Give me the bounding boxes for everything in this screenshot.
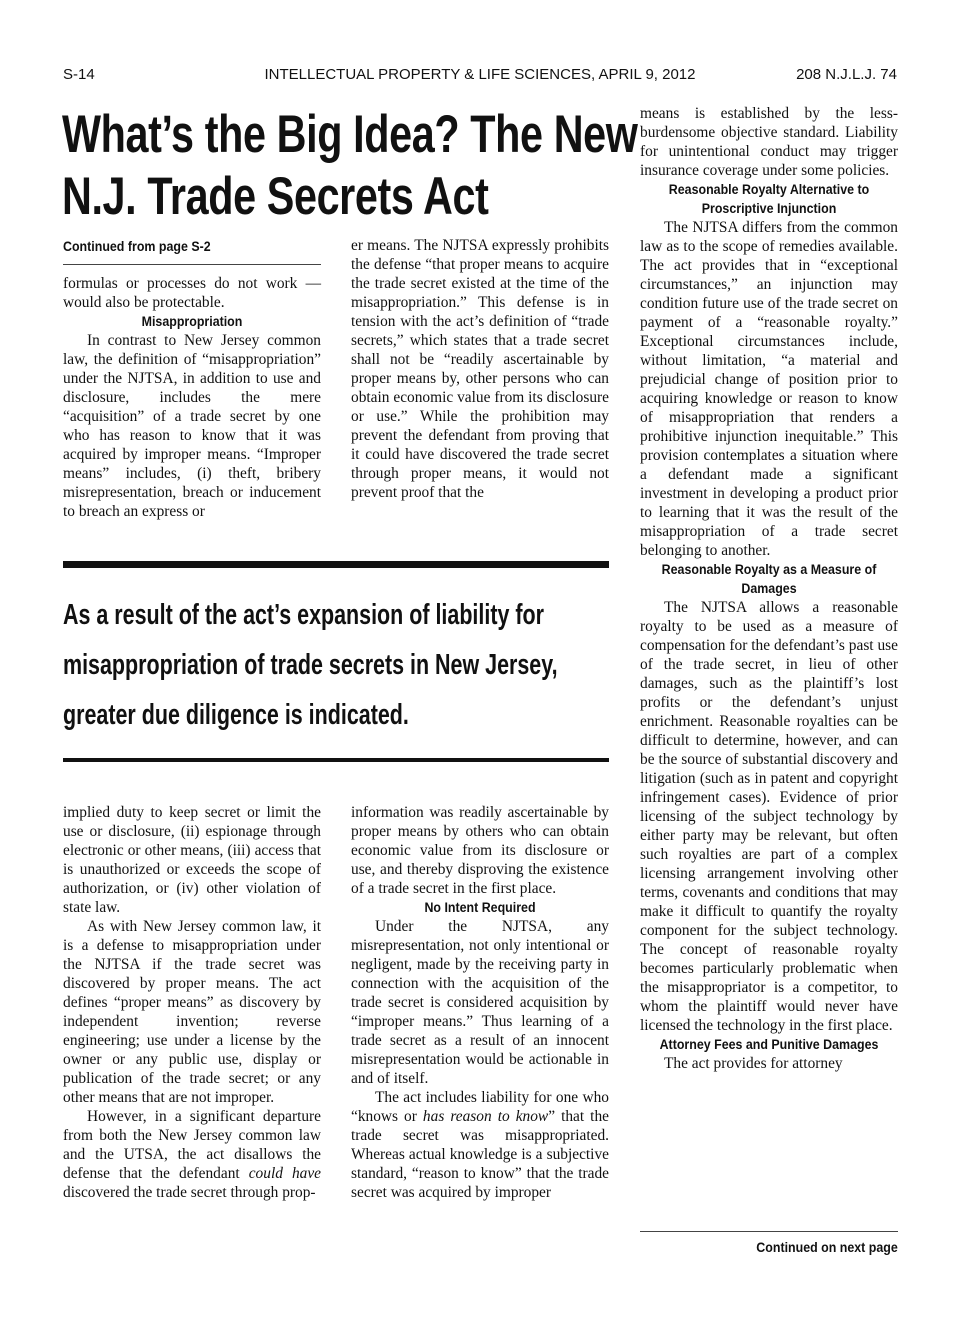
paragraph: information was readily ascertainable by proper means by others who can obtain economic value from its disclosure or use, and thereby disproving the existence of a trade secret in the first place. <box>351 804 609 897</box>
paragraph <box>63 1107 321 1202</box>
paragraph: In contrast to New Jersey common law, the definition of “misappropriation” under the NJTSA, in addition to use and disclosure, includes the mere “acquisition” of a trade secret by one who has reason to know that it was acquired by improper means. “Improper means” includes, (i) theft, bribery misrepresentation, breach or inducement to breach an express or <box>63 332 321 520</box>
paragraph: formulas or processes do not work — would also be protectable. <box>63 275 321 311</box>
paragraph: er means. The NJTSA expressly prohibits the defense “that proper means to acquire the trade secret existed at the time of the misappropriation.” This defense is in tension with the act’s definition of “trade secrets,” which states that a trade secret shall not be “readily ascertainable by proper means by, other persons who can obtain economic value from its disclosure or use.” While the prohibition may prevent the defendant from proving that it could have discovered the trade secret through proper means, it would not prevent proof that the <box>351 237 609 501</box>
running-header <box>63 66 897 86</box>
paragraph <box>351 1088 609 1202</box>
column-3 <box>640 104 898 1073</box>
continued-next <box>640 1238 898 1257</box>
article-headline <box>62 104 638 228</box>
subhead-misappropriation: Misappropriation <box>141 314 243 329</box>
emphasis: could have <box>248 1165 322 1182</box>
divider <box>63 264 321 265</box>
citation: 208 N.J.L.J. 74 <box>796 66 897 83</box>
page-number: S-14 <box>63 66 95 83</box>
paragraph: The NJTSA differs from the common law as to the scope of remedies available. The act provides that in “exceptional circumstances,” an injunction may condition future use of the trade secret on payment of a “reasonable royalty.” Exceptional circumstances include, without limitation, “a material and prejudicial change of position prior to acquiring knowledge or reason to know of misappropriation that renders a prohibitive injunction inequitable.” This provision contemplates a situation where a defendant made a significant investment in developing a product prior to learning that it was the result of the misappropriation of a trade secret belonging to another. <box>640 219 898 559</box>
pull-quote-top-rule <box>63 561 609 568</box>
emphasis: has reason to know <box>422 1108 549 1125</box>
text-run: However, in a significant departure from both the New Jersey common law and the UTSA, the act disallows the defense that the defendant <box>63 1108 321 1182</box>
paragraph: Under the NJTSA, any misrepresentation, not only intentional or negligent, made by the receiving party in connection with the acquisition of the trade secret is considered acquisition by “improper means.” Thus learning of a trade secret as a result of an innocent misrepresentation would be actionable in and of itself. <box>351 918 609 1087</box>
paragraph: The NJTSA allows a reasonable royalty to be used as a measure of compensation for the defendant’s past use of the trade secret, in lieu of other damages, such as the plaintiff’s lost profits or the defendant’s unjust enrichment. Reasonable royalties can be difficult to determine, however, and can be the source of substantial discovery and litigation (such as in patent and copyright infringement cases). Evidence of prior licensing of the subject technology by either party may be relevant, but often such royalties are part of a complex licensing arrangement involving other terms, covenants and conditions that may make it difficult to quantify the royalty component for the subject technology. The concept of reasonable royalty becomes particularly problematic when the misappropriator is a competitor, to whom the plaintiff would never have licensed the technology in the first place. <box>640 599 898 1034</box>
column-5 <box>351 803 609 1202</box>
column-4 <box>63 803 321 1202</box>
paragraph: The act provides for attorney <box>664 1055 843 1072</box>
column-2 <box>351 236 609 502</box>
paragraph: As with New Jersey common law, it is a defense to misappropriation under the NJTSA if the trade secret was discovered by proper means. The act defines “proper means” as discovery by independent invention; reverse engineering; use under a license by the owner or any public use, display or publication of the trade secret; or any other means that are not improper. <box>63 918 321 1106</box>
headline-line-1: What’s the Big Idea? The New <box>62 105 638 164</box>
column-1 <box>63 274 321 521</box>
pull-quote-line-2: misappropriation of trade secrets in New Jersey, <box>63 649 558 681</box>
headline-line-2: N.J. Trade Secrets Act <box>62 167 489 226</box>
text-run: The act includes liability for one who “knows or <box>351 1089 609 1125</box>
continued-next-label: Continued on next page <box>756 1240 898 1255</box>
pull-quote-bottom-rule <box>63 758 609 762</box>
pull-quote-line-3: greater due diligence is indicated. <box>63 699 409 731</box>
pull-quote <box>63 590 581 740</box>
subhead-attorney-fees: Attorney Fees and Punitive Damages <box>659 1037 879 1052</box>
section-title: INTELLECTUAL PROPERTY & LIFE SCIENCES, APRIL 9, 2012 <box>264 66 696 83</box>
text-run: discovered the trade secret through prop- <box>63 1184 316 1201</box>
continued-from: Continued from page S-2 <box>63 239 211 254</box>
subhead-reasonable-royalty-alternative: Reasonable Royalty Alternative to Proscriptive Injunction <box>668 182 870 216</box>
pull-quote-line-1: As a result of the act’s expansion of liability for <box>63 599 544 631</box>
text-run: ” that the trade secret was misappropriated. Whereas actual knowledge is a subjective standard, “reason to know” that the trade secret was acquired by improper <box>351 1108 609 1201</box>
paragraph: implied duty to keep secret or limit the use or disclosure, (ii) espionage through electronic or other means, (iii) access that is unauthorized or exceeds the scope of authorization, or (iv) other violation of state law. <box>63 804 321 916</box>
paragraph: means is established by the less-burdensome objective standard. Liability for unintentional conduct may trigger insurance coverage under some policies. <box>640 105 898 179</box>
divider <box>640 1231 898 1232</box>
subhead-reasonable-royalty-damages: Reasonable Royalty as a Measure of Damages <box>661 562 877 596</box>
subhead-no-intent-required: No Intent Required <box>424 900 536 915</box>
